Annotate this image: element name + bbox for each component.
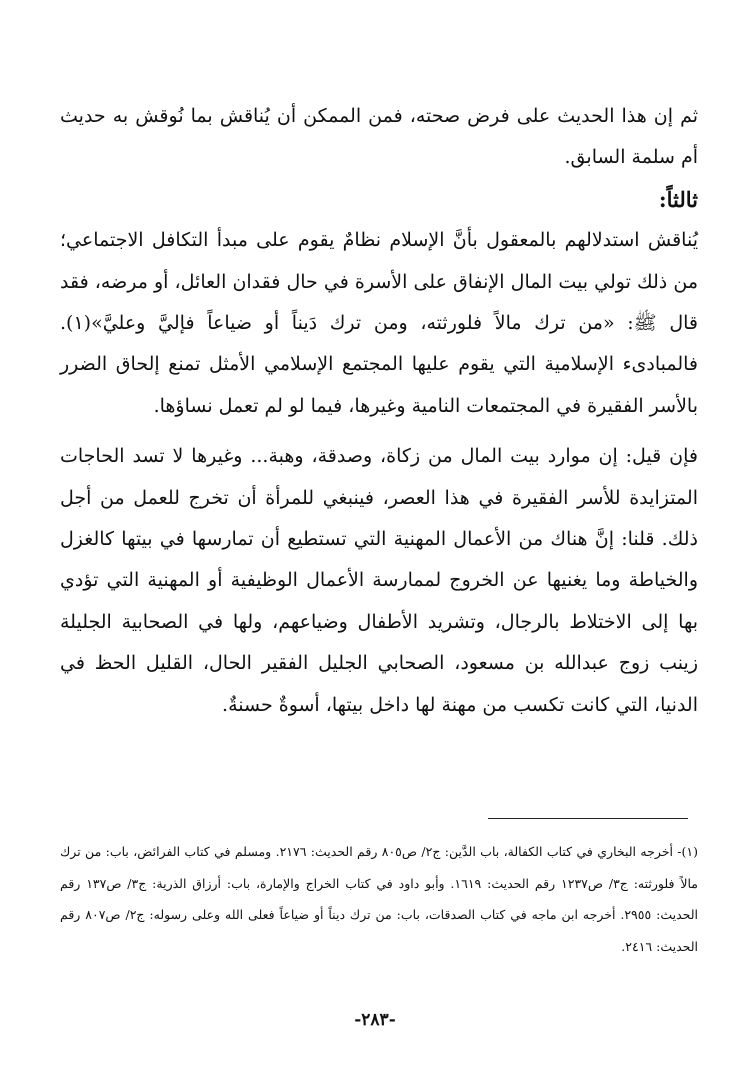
paragraph-gap xyxy=(60,427,698,436)
section-heading: ثالثاً: xyxy=(658,186,698,212)
page-number: -٢٨٣- xyxy=(354,1010,396,1030)
body-text xyxy=(60,96,698,726)
paragraph-1: ثم إن هذا الحديث على فرض صحته، فمن الممكن أن يُناقش بما نُوقش به حديث أم سلمة السابق. xyxy=(60,105,698,169)
paragraph-2: يُناقش استدلالهم بالمعقول بأنَّ الإسلام نظامٌ يقوم على مبدأ التكافل الاجتماعي؛ من ذلك تولي بيت المال الإنفاق على الأسرة في حال فقدان العائل، أو مرضه، فقد قال ﷺ: «من ترك مالاً فلورثته، ومن ترك دَيناً أو ضياعاً فإليَّ وعليَّ»(١). فالمبادىء الإسلامية التي يقوم عليها المجتمع الإسلامي الأمثل تمنع إلحاق الضرر بالأسر الفقيرة في المجتمعات النامية وغيرها، فيما لو لم تعمل نساؤها. xyxy=(60,229,698,417)
footnotes xyxy=(60,836,698,962)
footnote-1: (١)- أخرجه البخاري في كتاب الكفالة، باب الدَّين: ج٢/ ص٨٠٥ رقم الحديث: ٢١٧٦. ومسلم في كتاب الفرائض، باب: من ترك مالاً فلورثته: ج٣/ ص١٢٣٧ رقم الحديث: ١٦١٩. وأبو داود في كتاب الخراج والإمارة، باب: أرزاق الذرية: ج٣/ ص١٣٧ رقم الحديث: ٢٩٥٥. أخرجه ابن ماجه في كتاب الصدقات، باب: من ترك ديناً أو ضياعاً فعلى الله وعلى رسوله: ج٢/ ص٨٠٧ رقم الحديث: ٢٤١٦. xyxy=(60,844,698,954)
paragraph-3: فإن قيل: إن موارد بيت المال من زكاة، وصدقة، وهبة... وغيرها لا تسد الحاجات المتزايدة للأسر الفقيرة في هذا العصر، فينبغي للمرأة أن تخرج للعمل من أجل ذلك. قلنا: إنَّ هناك من الأعمال المهنية التي تستطيع أن تمارسها في بيتها كالغزل والخياطة وما يغنيها عن الخروج لممارسة الأعمال الوظيفية أو المهنية التي تؤدي بها إلى الاختلاط بالرجال، وتشريد الأطفال وضياعهم، ولها في الصحابية الجليلة زينب زوج عبدالله بن مسعود، الصحابي الجليل الفقير الحال، القليل الحظ في الدنيا، التي كانت تكسب من مهنة لها داخل بيتها، أسوةٌ حسنةٌ. xyxy=(60,445,698,716)
footnote-separator xyxy=(488,818,688,819)
